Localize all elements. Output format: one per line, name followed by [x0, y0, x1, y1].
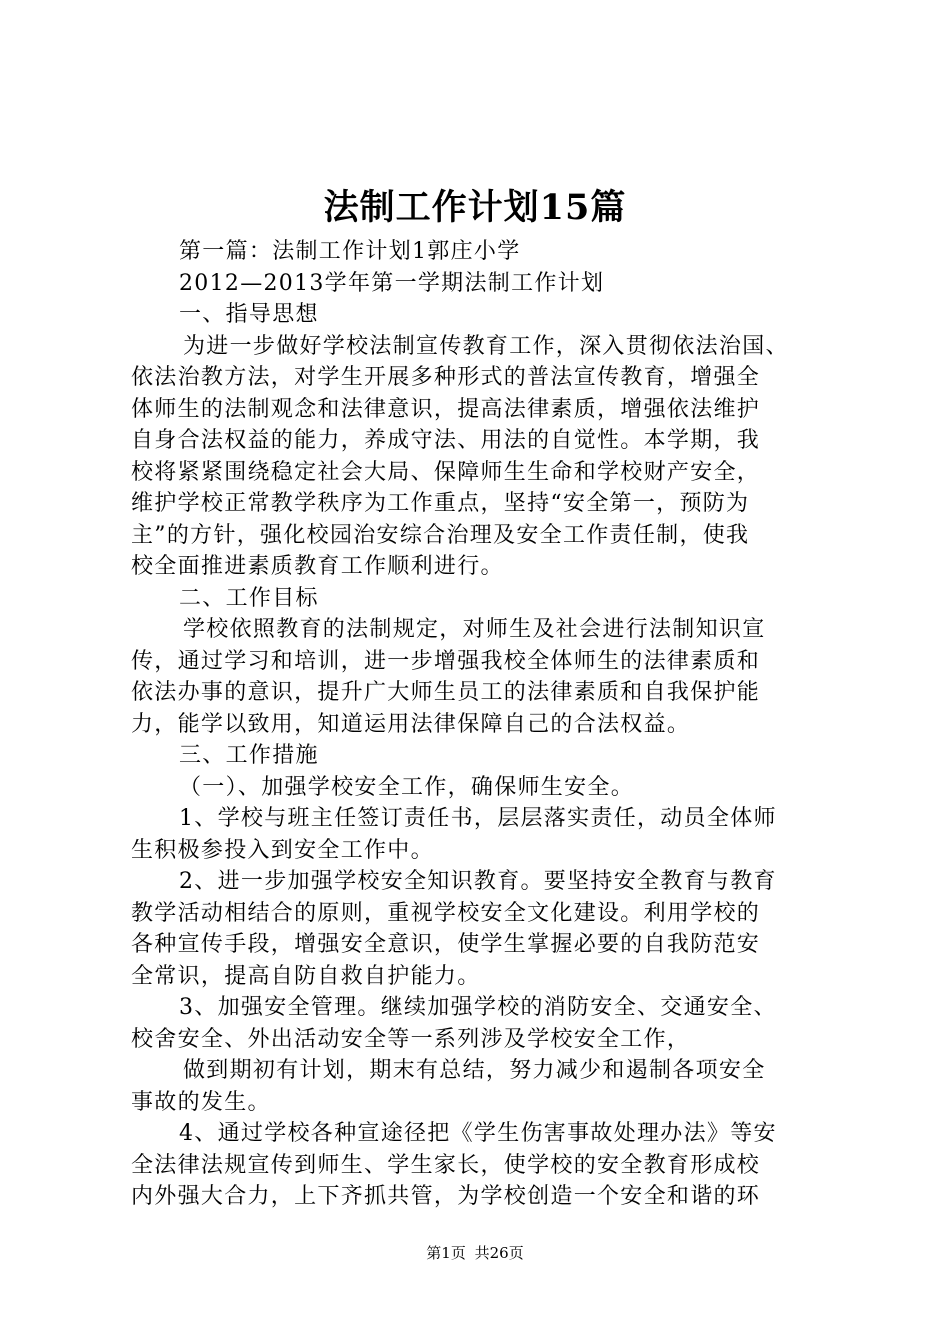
- body-line: 主”的方针，强化校园治安综合治理及安全工作责任制，使我: [131, 522, 750, 548]
- body-line: 全常识，提高自防自救自护能力。: [131, 963, 481, 989]
- body-line: 做到期初有计划，期末有总结，努力减少和遏制各项安全: [183, 1058, 766, 1083]
- body-line: 生积极参投入到安全工作中。: [131, 837, 434, 863]
- body-line: 校将紧紧围绕稳定社会大局、保障师生生命和学校财产安全，: [131, 459, 761, 485]
- body-line: 学校依照教育的法制规定，对师生及社会进行法制知识宣: [183, 617, 766, 642]
- document-title: 法制工作计划15篇: [323, 187, 627, 228]
- body-line: 2012—2013学年第一学期法制工作计划: [179, 270, 605, 296]
- body-line: 力，能学以致用，知道运用法律保障自己的合法权益。: [131, 711, 691, 737]
- body-line: 体师生的法制观念和法律意识，提高法律素质，增强依法维护: [131, 396, 761, 422]
- body-line: 维护学校正常教学秩序为工作重点，坚持“安全第一，预防为: [131, 491, 750, 516]
- body-line: 校舍安全、外出活动安全等一系列涉及学校安全工作，: [131, 1026, 691, 1052]
- body-line: 4、通过学校各种宣途径把《学生伤害事故处理办法》等安: [179, 1121, 777, 1146]
- page-total: 共26页: [474, 1244, 524, 1262]
- body-line: 1、学校与班主任签订责任书，层层落实责任，动员全体师: [179, 806, 777, 831]
- body-line: 3、加强安全管理。继续加强学校的消防安全、交通安全、: [179, 995, 777, 1020]
- body-line: 全法律法规宣传到师生、学生家长，使学校的安全教育形成校: [131, 1152, 761, 1178]
- body-line: 传，通过学习和培训，进一步增强我校全体师生的法律素质和: [131, 648, 761, 674]
- body-line: 内外强大合力，上下齐抓共管，为学校创造一个安全和谐的环: [131, 1184, 761, 1209]
- section-heading: 一、指导思想: [179, 302, 319, 327]
- body-line: 事故的发生。: [131, 1089, 271, 1115]
- body-line: 第一篇：法制工作计划1郭庄小学: [179, 239, 521, 264]
- section-heading: 二、工作目标: [179, 585, 319, 611]
- body-line: 各种宣传手段，增强安全意识，使学生掌握必要的自我防范安: [131, 932, 761, 957]
- body-line: 依法治教方法，对学生开展多种形式的普法宣传教育，增强全: [131, 365, 761, 390]
- body-line: （一）、加强学校安全工作，确保师生安全。: [179, 774, 635, 800]
- page-number: 第1页: [426, 1244, 466, 1262]
- body-line: 校全面推进素质教育工作顺利进行。: [131, 554, 504, 579]
- body-line: 依法办事的意识，提升广大师生员工的法律素质和自我保护能: [131, 680, 761, 705]
- body-line: 自身合法权益的能力，养成守法、用法的自觉性。本学期，我: [131, 428, 761, 453]
- document-body: [131, 236, 831, 1213]
- body-line: 2、进一步加强学校安全知识教育。要坚持安全教育与教育: [179, 869, 777, 894]
- body-line: 为进一步做好学校法制宣传教育工作，深入贯彻依法治国、: [183, 333, 789, 359]
- page-footer: [0, 1243, 950, 1263]
- section-heading: 三、工作措施: [179, 743, 319, 768]
- body-line: 教学活动相结合的原则，重视学校安全文化建设。利用学校的: [131, 900, 761, 926]
